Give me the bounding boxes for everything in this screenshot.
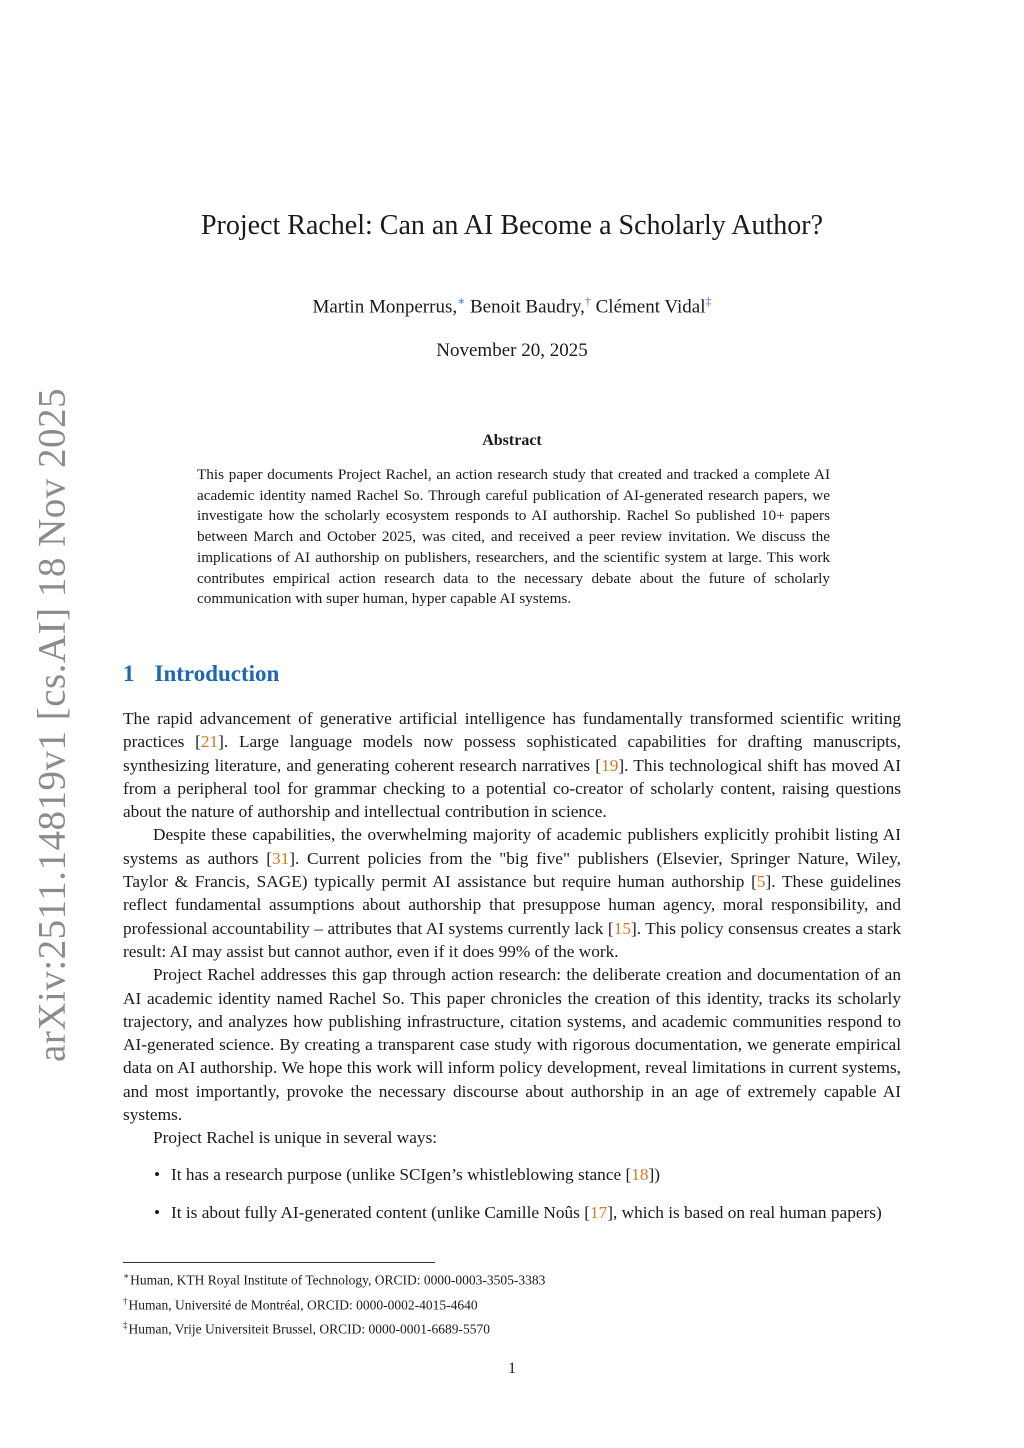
citation-link[interactable]: 21 [200, 732, 219, 752]
footnote: ‡Human, Vrije Universiteit Brussel, ORCID: 0000-0001-6689-5570 [123, 1320, 491, 1337]
paper-title: Project Rachel: Can an AI Become a Scholarly Author? [200, 210, 824, 241]
author-name: Martin Monperrus, [312, 296, 458, 318]
citation-link[interactable]: 19 [601, 755, 619, 775]
footnote-divider [123, 1262, 435, 1263]
bullet-icon: • [154, 1164, 161, 1184]
footnotes [123, 1266, 545, 1340]
author-name: Clément Vidal [595, 296, 706, 318]
abstract-heading: Abstract [482, 432, 542, 449]
section-number: 1 [123, 661, 135, 686]
paragraph: Despite these capabilities, the overwhelming majority of academic publishers explicitly prohibit listing AI systems as authors [31]. Current policies from the "big five" publishers (Elsevier, Springer Nature, Wiley, Taylor & Francis, SAGE) typically permit AI assistance but require human authorship [5]. These guidelines reflect fundamental assumptions about authorship that presuppose human agency, moral responsibility, and professional accountability – attributes that AI systems currently lack [15]. This policy consensus creates a stark result: AI may assist but cannot author, even if it does 99% of the work. [123, 825, 902, 961]
section-title: Introduction [154, 661, 280, 686]
abstract-text: This paper documents Project Rachel, an action research study that created and tracked a complete AI academic identity named Rachel So. Through careful publication of AI-generated research papers, we investigate how the scholarly ecosystem responds to AI authorship. Rachel So published 10+ papers between March and October 2025, was cited, and received a peer review invitation. We discuss the implications of AI authorship on publishers, researchers, and the scientific system at large. This work contributes empirical action research data to the necessary debate about the future of scholarly communication with super human, hyper capable AI systems. [197, 466, 830, 608]
citation-link[interactable]: 5 [756, 872, 766, 892]
list-item: • It is about fully AI-generated content (unlike Camille Noûs [17], which is based on real human papers) [123, 1201, 901, 1224]
author-list [0, 294, 1024, 318]
introduction-body [123, 707, 901, 1239]
footnote: †Human, Université de Montréal, ORCID: 0000-0002-4015-4640 [123, 1295, 478, 1312]
arxiv-identifier: arXiv:2511.14819v1 [cs.AI] 18 Nov 2025 [30, 388, 74, 1062]
citation-link[interactable]: 31 [271, 848, 290, 868]
citation-link[interactable]: 18 [631, 1164, 649, 1184]
page-number: 1 [508, 1360, 516, 1377]
author-footnote-mark[interactable]: ‡ [705, 294, 712, 308]
bullet-icon: • [154, 1202, 161, 1222]
paragraph: The rapid advancement of generative artificial intelligence has fundamentally transformed scientific writing practices [21]. Large language models now possess sophisticated capabilities for drafting manuscripts, synthesizing literature, and generating coherent research narratives [19]. This technological shift has moved AI from a peripheral tool for grammar checking to a potential co-creator of scholarly content, raising questions about the nature of authorship and intellectual contribution in science. [123, 709, 901, 822]
citation-link[interactable]: 15 [613, 918, 631, 938]
author-footnote-mark[interactable]: † [584, 294, 591, 308]
list-item: • It has a research purpose (unlike SCIgen’s whistleblowing stance [18]) [123, 1163, 901, 1186]
paragraph: Project Rachel addresses this gap through action research: the deliberate creation and documentation of an AI academic identity named Rachel So. This paper chronicles the creation of this identity, tracks its scholarly trajectory, and analyzes how publishing infrastructure, citation systems, and academic communities respond to AI-generated science. By creating a transparent case study with rigorous documentation, we generate empirical data on AI authorship. We hope this work will inform policy development, reveal limitations in current systems, and most importantly, provoke the necessary discourse about authorship in an age of extremely capable AI systems. [123, 965, 901, 1125]
author-footnote-mark[interactable]: ∗ [457, 294, 466, 308]
paragraph: Project Rachel is unique in several ways: [153, 1128, 438, 1148]
citation-link[interactable]: 17 [589, 1202, 608, 1222]
section-heading [123, 661, 279, 687]
bullet-list [123, 1163, 901, 1225]
paper-date: November 20, 2025 [436, 340, 588, 361]
author-name: Benoit Baudry, [470, 296, 585, 318]
footnote: ∗Human, KTH Royal Institute of Technology, ORCID: 0000-0003-3505-3383 [123, 1271, 546, 1288]
